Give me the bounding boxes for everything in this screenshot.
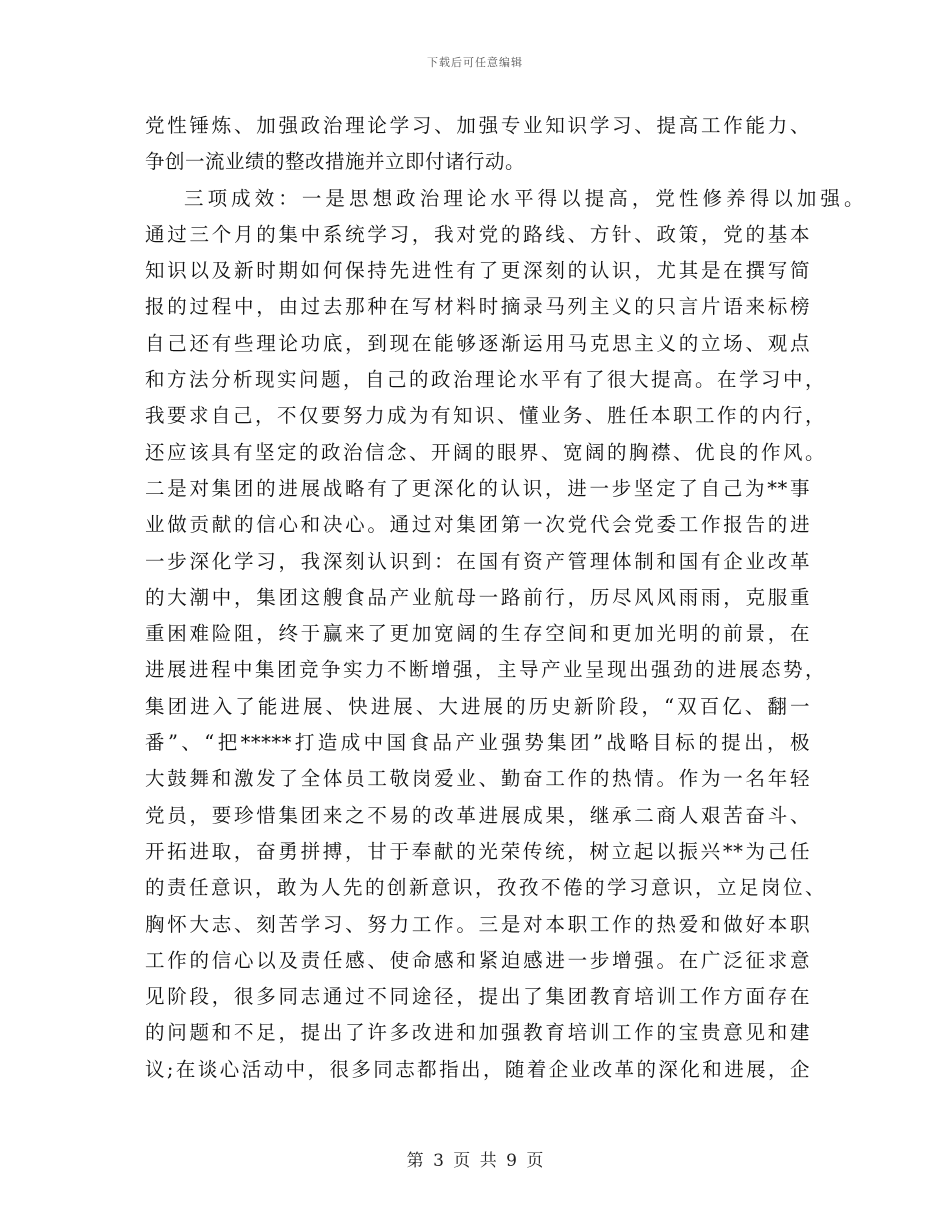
body-line-1: 党性锤炼、加强政治理论学习、加强专业知识学习、提高工作能力、 — [145, 114, 810, 137]
body-line-9: 我要求自己，不仅要努力成为有知识、懂业务、胜任本职工作的内行， — [145, 404, 825, 428]
body-line-19: 大鼓舞和激发了全体员工敬岗爱业、勤奋工作的热情。作为一名年轻 — [145, 767, 810, 791]
body-line-23: 胸怀大志、刻苦学习、努力工作。三是对本职工作的热爱和做好本职 — [145, 912, 810, 936]
body-line-18: 番”、“把*****打造成中国食品产业强势集团”战略目标的提出，极 — [145, 731, 810, 755]
body-line-26: 的问题和不足，提出了许多改进和加强教育培训工作的宝贵意见和建 — [145, 1021, 810, 1045]
body-line-7: 自己还有些理论功底，到现在能够逐渐运用马克思主义的立场、观点 — [145, 331, 810, 355]
body-line-25: 见阶段，很多同志通过不同途径，提出了集团教育培训工作方面存在 — [145, 985, 810, 1009]
body-line-5: 知识以及新时期如何保持先进性有了更深刻的认识，尤其是在撰写简 — [145, 259, 810, 283]
body-line-3: 三项成效：一是思想政治理论水平得以提高，党性修养得以加强。 — [184, 186, 864, 210]
page-header-note: 下载后可任意编辑 — [427, 56, 523, 69]
body-line-4: 通过三个月的集中系统学习，我对党的路线、方针、政策，党的基本 — [145, 222, 810, 246]
body-line-22: 的责任意识，敢为人先的创新意识，孜孜不倦的学习意识，立足岗位、 — [145, 876, 825, 900]
body-line-12: 业做贡献的信心和决心。通过对集团第一次党代会党委工作报告的进 — [145, 513, 810, 537]
body-line-13: 一步深化学习，我深刻认识到：在国有资产管理体制和国有企业改革 — [145, 549, 810, 573]
document-body — [145, 108, 864, 1088]
body-line-27: 议;在谈心活动中，很多同志都指出，随着企业改革的深化和进展，企 — [145, 1057, 810, 1081]
body-line-11: 二是对集团的进展战略有了更深化的认识，进一步坚定了自己为**事 — [145, 476, 810, 500]
body-line-14: 的大潮中，集团这艘食品产业航母一路前行，历尽风风雨雨，克服重 — [145, 585, 810, 609]
body-line-10: 还应该具有坚定的政治信念、开阔的眼界、宽阔的胸襟、优良的作风。 — [145, 440, 825, 464]
body-line-8: 和方法分析现实问题，自己的政治理论水平有了很大提高。在学习中， — [145, 368, 825, 392]
body-line-24: 工作的信心以及责任感、使命感和紧迫感进一步增强。在广泛征求意 — [145, 948, 810, 972]
body-line-2: 争创一流业绩的整改措施并立即付诸行动。 — [145, 150, 526, 174]
body-line-6: 报的过程中，由过去那种在写材料时摘录马列主义的只言片语来标榜 — [145, 295, 810, 319]
body-line-17: 集团进入了能进展、快进展、大进展的历史新阶段，“双百亿、翻一 — [145, 694, 810, 718]
body-line-20: 党员，要珍惜集团来之不易的改革进展成果，继承二商人艰苦奋斗、 — [145, 803, 810, 827]
body-line-21: 开拓进取，奋勇拼搏，甘于奉献的光荣传统，树立起以振兴**为己任 — [145, 839, 810, 863]
body-line-15: 重困难险阻，终于赢来了更加宽阔的生存空间和更加光明的前景，在 — [145, 622, 810, 646]
page-number-footer: 第 3 页 共 9 页 — [406, 1151, 544, 1171]
body-line-16: 进展进程中集团竞争实力不断增强，主导产业呈现出强劲的进展态势， — [145, 658, 825, 682]
